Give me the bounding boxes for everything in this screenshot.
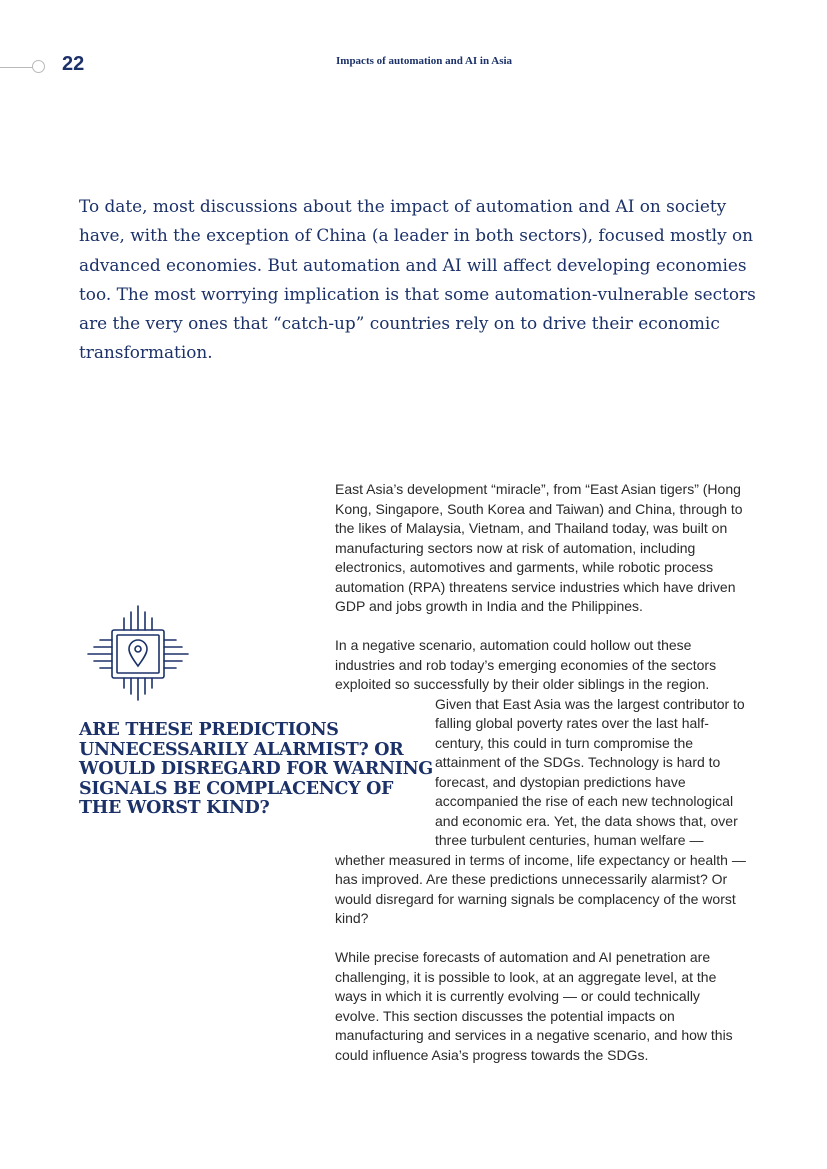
intro-paragraph: To date, most discussions about the impact of automation and AI on society have, with the exception of China (a leader in both sectors), focused mostly on advanced economies. But automation and AI will affect developing economies too. The most worrying implication is that some automation-vulnerable sectors are the very ones that “catch-up” countries rely on to drive their economic transformation.: [79, 196, 756, 363]
body-paragraph-2: [335, 636, 747, 929]
page-number: 22: [62, 53, 85, 75]
header-circle-marker: [32, 60, 45, 73]
header-rule: [0, 67, 34, 68]
body-text-column: [335, 480, 747, 1085]
body-paragraph-2-wrapped: Given that East Asia was the largest contributor to falling global poverty rates over the last half-century, this could in turn compromise the attainment of the SDGs. Technology is hard to forecast, and dystopian predictions have accompanied the rise of each new technological and economic era. Yet, the data shows that, over three turbulent centuries, human welfare — whether measured in terms of income, life expectancy or health — has improved. Are these predictions unnecessarily alarmist? Or would disregard for warning signals be complacency of the worst kind?: [335, 695, 746, 926]
pull-quote: ARE THESE PREDICTIONS UNNECESSARILY ALARMIST? OR WOULD DISREGARD FOR WARNING SIGNALS BE COMPLACENCY OF THE WORST KIND?: [79, 720, 433, 819]
body-paragraph-1: East Asia’s development “miracle”, from “East Asian tigers” (Hong Kong, Singapore, South Korea and Taiwan) and China, through to the likes of Malaysia, Vietnam, and Thailand today, was built on manufacturing sectors now at risk of automation, including electronics, automotives and garments, while robotic process automation (RPA) threatens service industries which have driven GDP and jobs growth in India and the Philippines.: [335, 481, 743, 614]
body-paragraph-3: While precise forecasts of automation and AI penetration are challenging, it is possible to look, at an aggregate level, at the ways in which it is currently evolving — or could technically evolve. This section discusses the potential impacts on manufacturing and services in a negative scenario, and how this could influence Asia’s progress towards the SDGs.: [335, 949, 733, 1063]
pullquote-wrap-spacer: [335, 695, 435, 851]
body-paragraph-2-intro: In a negative scenario, automation could hollow out these industries and rob today’s emerging economies of the sectors exploited so successfully by their older siblings in the region.: [335, 637, 717, 692]
chip-location-pin-icon: [86, 602, 190, 702]
running-title: Impacts of automation and AI in Asia: [336, 55, 513, 67]
